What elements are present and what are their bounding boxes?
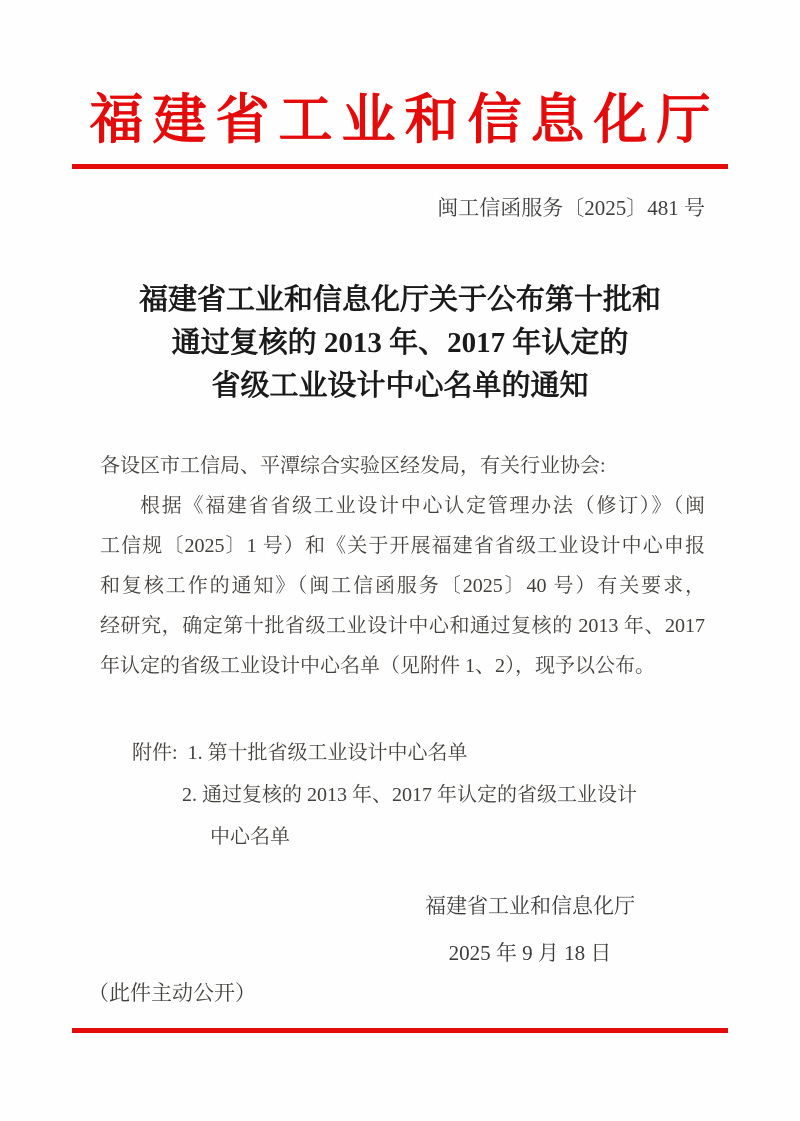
agency-letterhead-title: 福建省工业和信息化厅: [89, 90, 720, 150]
publicity-disclosure-note: （此件主动公开）: [88, 981, 256, 1005]
document-reference-number: 闽工信函服务〔2025〕481 号: [437, 196, 705, 220]
footer-double-rule: [72, 1028, 728, 1033]
signature-block: [425, 891, 635, 968]
attachment-item-2-continuation: 中心名单: [210, 826, 290, 848]
attachment-item-2-continuation-row: [132, 816, 705, 858]
attachment-item-2-row: [132, 774, 705, 816]
recipients-line: 各设区市工信局、平潭综合实验区经发局，有关行业协会:: [100, 455, 606, 477]
notice-title: [0, 279, 800, 408]
issuing-agency-signature: 福建省工业和信息化厅: [425, 894, 635, 918]
body-paragraph-line-4: 经研究，确定第十批省级工业设计中心和通过复核的 2013 年、2017: [100, 615, 705, 637]
body-paragraph-line-5: 年认定的省级工业设计中心名单（见附件 1、2），现予以公布。: [100, 655, 655, 677]
body-paragraph-line-3: 和复核工作的通知》（闽工信函服务〔2025〕40 号）有关要求，: [100, 575, 705, 597]
notice-title-line-2: 通过复核的 2013 年、2017 年认定的: [171, 327, 629, 359]
notice-title-line-3: 省级工业设计中心名单的通知: [211, 370, 589, 402]
attachment-item-1: 1. 第十批省级工业设计中心名单: [187, 742, 468, 764]
issue-date: 2025 年 9 月 18 日: [448, 941, 612, 965]
notice-body: [100, 446, 705, 686]
attachment-item-2: 2. 通过复核的 2013 年、2017 年认定的省级工业设计: [182, 784, 637, 806]
attachments-section: [132, 732, 705, 858]
letterhead-double-rule: [72, 164, 728, 169]
body-paragraph-line-2: 工信规〔2025〕1 号）和《关于开展福建省省级工业设计中心申报: [100, 535, 705, 557]
notice-title-line-1: 福建省工业和信息化厅关于公布第十批和: [138, 284, 661, 316]
attachments-label: 附件:: [132, 742, 178, 764]
body-paragraph-line-1: 根据《福建省省级工业设计中心认定管理办法（修订）》（闽: [140, 495, 705, 517]
attachment-item-1-row: [132, 732, 705, 774]
